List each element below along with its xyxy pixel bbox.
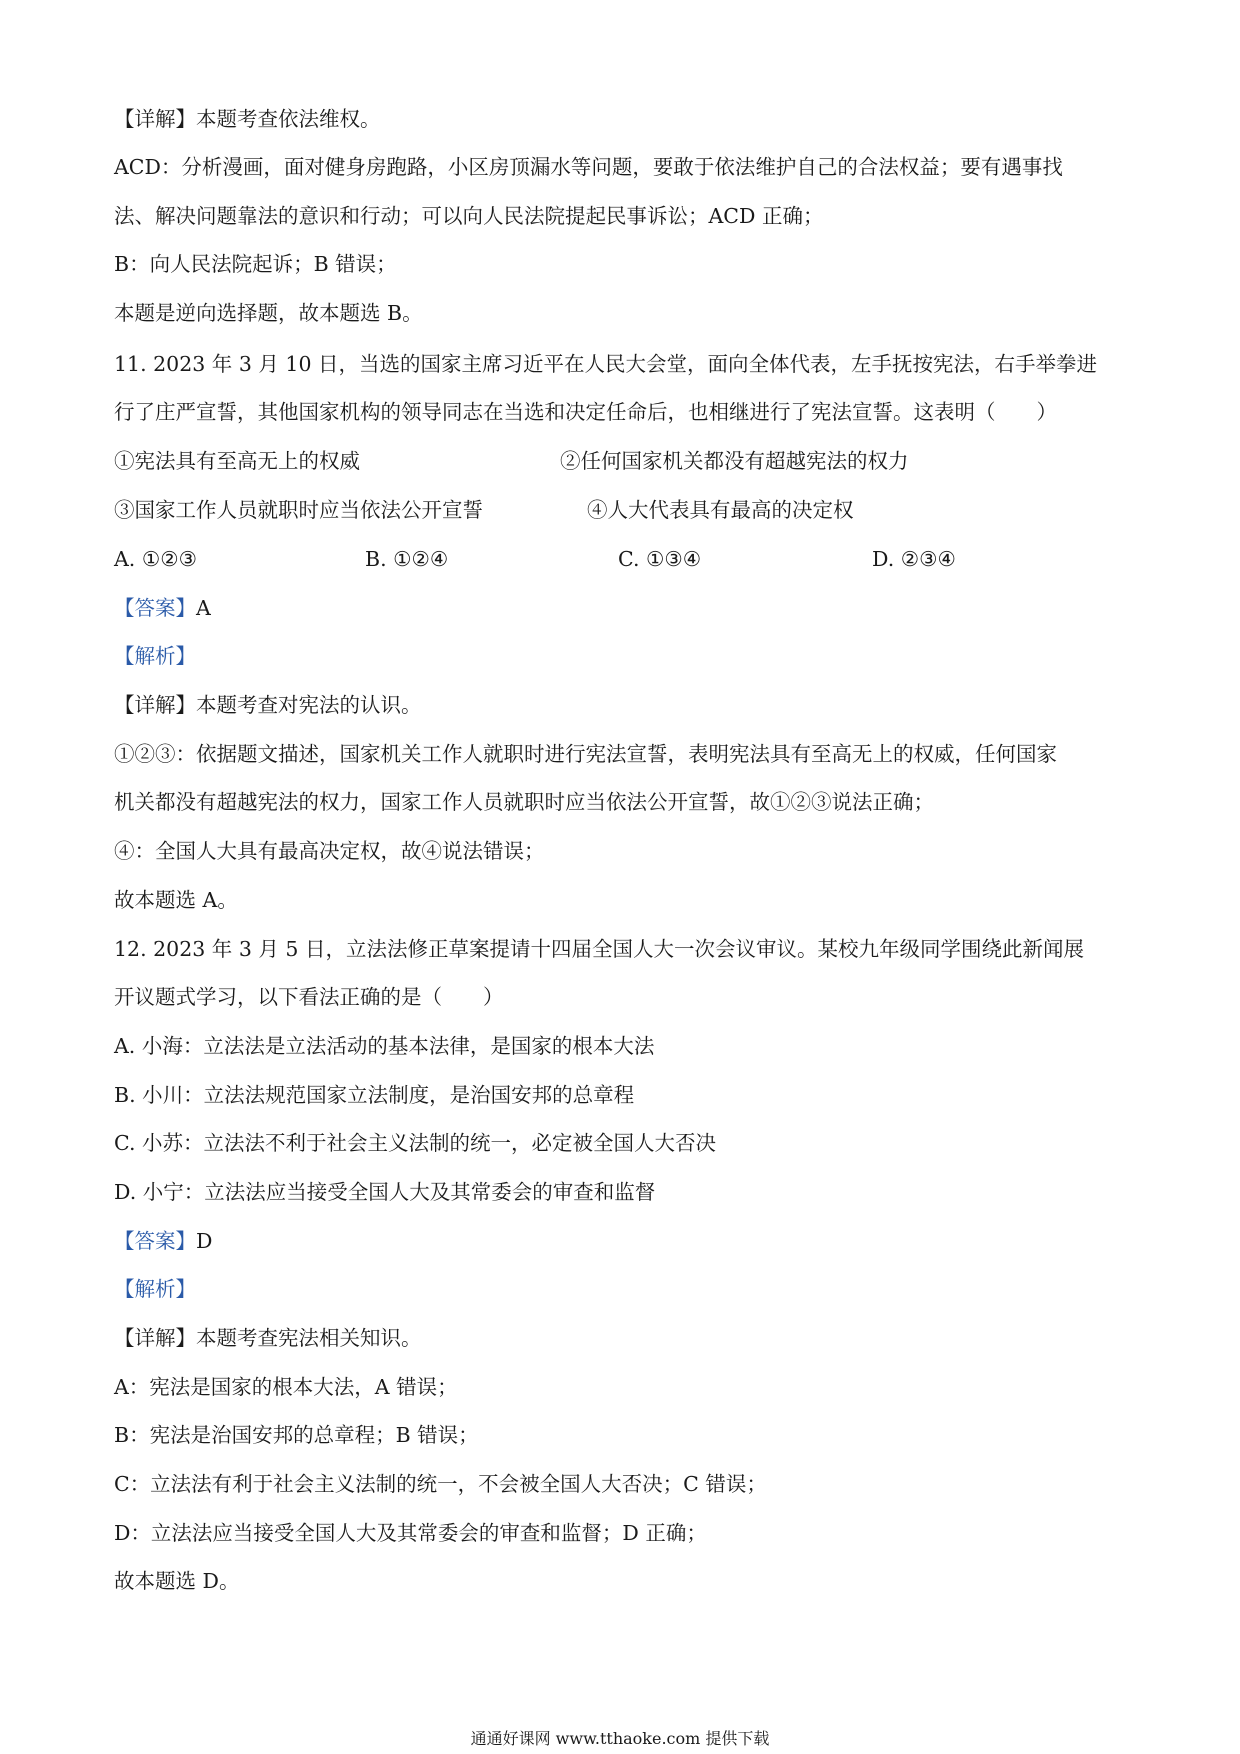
q12-detail: 【详解】本题考查宪法相关知识。 xyxy=(114,1326,422,1350)
q12-conclusion: 故本题选 D。 xyxy=(114,1569,240,1593)
q11-explanation-line-1: ①②③：依据题文描述，国家机关工作人就职时进行宪法宣誓，表明宪法具有至高无上的权威，任何国家 xyxy=(114,742,1057,766)
q11-option-b: B. ①②④ xyxy=(365,547,449,571)
q12-answer-tag: 【答案】 xyxy=(114,1229,196,1253)
q11-stem-line-1: 11. 2023 年 3 月 10 日，当选的国家主席习近平在人民大会堂，面向全体代表，左手抚按宪法，右手举拳进 xyxy=(114,352,1097,376)
q12-explanation-b: B：宪法是治国安邦的总章程；B 错误； xyxy=(114,1423,479,1447)
q11-answer xyxy=(114,595,211,621)
q12-answer xyxy=(114,1228,212,1254)
q11-explanation-line-3: ④：全国人大具有最高决定权，故④说法错误； xyxy=(114,839,545,863)
q11-answer-tag: 【答案】 xyxy=(114,596,196,620)
q12-stem-line-1: 12. 2023 年 3 月 5 日，立法法修正草案提请十四届全国人大一次会议审议。某校九年级同学围绕此新闻展 xyxy=(114,937,1084,961)
q10-acd-line-1: ACD：分析漫画，面对健身房跑路，小区房顶漏水等问题，要敢于依法维护自己的合法权益；要有遇事找 xyxy=(114,155,1063,179)
q10-acd-line-2: 法、解决问题靠法的意识和行动；可以向人民法院提起民事诉讼；ACD 正确； xyxy=(114,204,824,228)
q11-stem-line-2: 行了庄严宣誓，其他国家机构的领导同志在当选和决定任命后，也相继进行了宪法宣誓。这表明（ ） xyxy=(114,400,1057,424)
q11-statement-4: ④人大代表具有最高的决定权 xyxy=(587,498,854,522)
q12-analysis-tag: 【解析】 xyxy=(114,1277,196,1301)
q11-explanation-line-2: 机关都没有超越宪法的权力，国家工作人员就职时应当依法公开宣誓，故①②③说法正确； xyxy=(114,790,934,814)
q11-answer-value: A xyxy=(196,596,211,620)
q12-option-c: C. 小苏：立法法不利于社会主义法制的统一，必定被全国人大否决 xyxy=(114,1131,716,1155)
q12-option-a: A. 小海：立法法是立法活动的基本法律，是国家的根本大法 xyxy=(114,1034,655,1058)
q12-option-d: D. 小宁：立法法应当接受全国人大及其常委会的审查和监督 xyxy=(114,1180,656,1204)
q12-explanation-c: C：立法法有利于社会主义法制的统一，不会被全国人大否决；C 错误； xyxy=(114,1472,767,1496)
q10-b: B：向人民法院起诉；B 错误； xyxy=(114,252,397,276)
q11-option-d: D. ②③④ xyxy=(872,547,956,571)
q11-statement-3: ③国家工作人员就职时应当依法公开宣誓 xyxy=(114,498,483,522)
q11-analysis-tag: 【解析】 xyxy=(114,644,196,668)
q10-detail: 【详解】本题考查依法维权。 xyxy=(114,107,381,131)
q11-conclusion: 故本题选 A。 xyxy=(114,888,238,912)
q11-option-a: A. ①②③ xyxy=(114,547,197,571)
q12-explanation-a: A：宪法是国家的根本大法，A 错误； xyxy=(114,1375,458,1399)
q12-answer-value: D xyxy=(196,1229,213,1253)
page-footer: 通通好课网 www.tthaoke.com 提供下载 xyxy=(470,1729,770,1748)
q10-conclusion: 本题是逆向选择题，故本题选 B。 xyxy=(114,301,423,325)
q11-statement-1: ①宪法具有至高无上的权威 xyxy=(114,449,360,473)
q12-option-b: B. 小川：立法法规范国家立法制度，是治国安邦的总章程 xyxy=(114,1083,635,1107)
q11-detail: 【详解】本题考查对宪法的认识。 xyxy=(114,693,422,717)
q12-explanation-d: D：立法法应当接受全国人大及其常委会的审查和监督；D 正确； xyxy=(114,1521,707,1545)
q11-statement-2: ②任何国家机关都没有超越宪法的权力 xyxy=(560,449,909,473)
q12-stem-line-2: 开议题式学习，以下看法正确的是（ ） xyxy=(114,985,504,1009)
q11-option-c: C. ①③④ xyxy=(618,547,702,571)
